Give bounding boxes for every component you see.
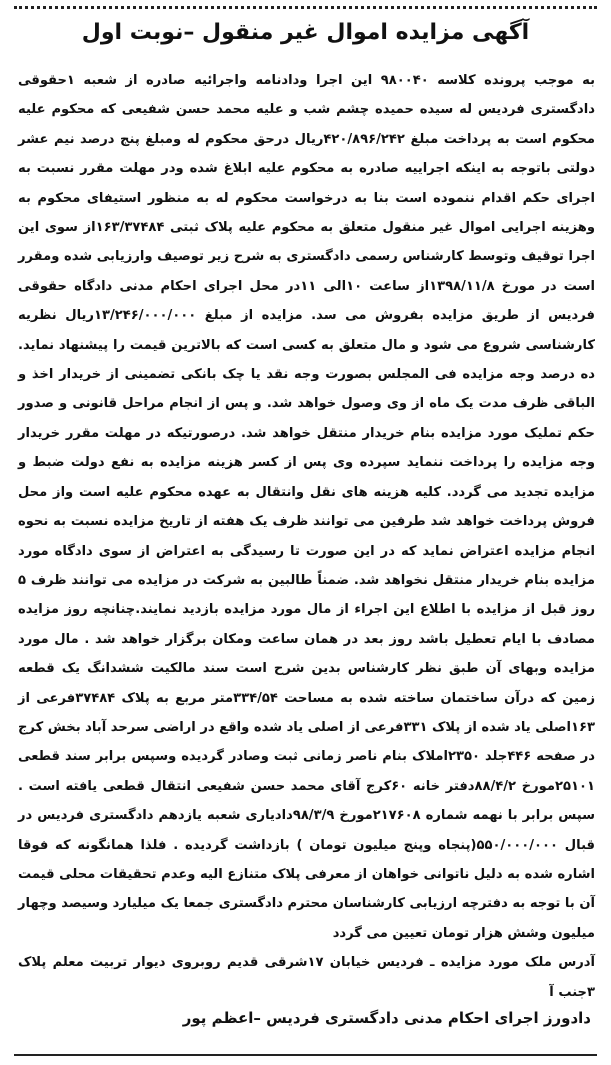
notice-paragraph: به موجب پرونده کلاسه ۹۸۰۰۴۰ این اجرا ودادنامه واجرائیه صادره از شعبه ۱حقوقی دادگستری فردیس له سیده حمیده چشم شب و علیه محمد حسن شفیعی که محکوم علیه محکوم است به پرداخت مبلغ ۴۲۰/۸۹۶/۲۴۲ریال درحق محکوم له ومبلغ پنج درصد نیم عشر دولتی باتوجه به اینکه اجراییه صادره به محکوم علیه ابلاغ شده ودر مهلت مقرر نسبت به اجرای حکم اقدام ننموده است بنا به درخواست محکوم له به منظور استیفای محکوم به وهزینه اجرایی اموال غیر منقول متعلق به محکوم علیه پلاک ثبتی ۱۶۳/۳۷۴۸۴از سوی این اجرا توقیف وتوسط کارشناس رسمی دادگستری به شرح زیر توصیف وارزیابی شده ومقرر است در مورخ ۱۳۹۸/۱۱/۸از ساعت ۱۰الی ۱۱در محل اجرای احکام مدنی دادگاه حقوقی فردیس از طریق مزایده بفروش می سد. مزایده از مبلغ ۱۳/۲۴۶/۰۰۰/۰۰۰ریال نظریه کارشناسی شروع می شود و مال متعلق به کسی است که بالاترین قیمت را پیشنهاد نماید. ده درصد وجه مزایده فی المجلس بصورت وجه نقد یا چک بانکی تضمینی از خریدار اخذ و الباقی ظرف مدت یک ماه از وی وصول خواهد شد. و پس از انجام مراحل قانونی و صدور حکم تملیک مورد مزایده بنام خریدار منتقل خواهد شد. درصورتیکه در مهلت مقرر خریدار وجه مزایده را پرداخت ننماید سپرده وی پس از کسر هزینه مزایده به نفع دولت ضبط و مزایده تجدید می گردد. کلیه هزینه های نقل وانتقال به عهده محکوم علیه است واز محل فروش پرداخت خواهد شد طرفین می توانند ظرف یک هفته از تاریخ مزایده نسبت به نحوه انجام مزایده اعتراض نماید که در این صورت تا رسیدگی به اعتراض از سوی دادگاه مورد مزایده بنام خریدار منتقل نخواهد شد. ضمناً طالبین به شرکت در مزایده می توانند ظرف ۵ روز قبل از مزایده با اطلاع این اجراء از مال مورد مزایده بازدید نمایند.چنانچه روز مزایده مصادف با ایام تعطیل باشد روز بعد در همان ساعت ومکان برگزار خواهد شد . مال مورد مزایده وبهای آن طبق نظر کارشناس بدین شرح است سند مالکیت ششدانگ یک قطعه زمین که درآن ساختمان ساخته شده به مساحت ۳۳۴/۵۴متر مربع به پلاک ۳۷۴۸۴فرعی از ۱۶۳اصلی یاد شده از پلاک ۳۳۱فرعی از اصلی یاد شده واقع در اراضی سرحد آباد بخش کرج در صفحه ۴۴۶جلد ۲۳۵۰املاک بنام ناصر زمانی ثبت وصادر گردیده وسپس برابر سند قطعی ۲۵۱۰۱مورخ ۸۸/۴/۲دفتر خانه ۶۰کرج آقای محمد حسن شفیعی انتقال قطعی یافته است . سپس برابر با نهمه شماره ۲۱۷۶۰۸مورخ ۹۸/۳/۹دادیاری شعبه یازدهم دادگستری فردیس در قبال ۵۵۰/۰۰۰/۰۰۰(پنجاه وپنج میلیون تومان ) بازداشت گردیده . فلذا همانگونه که فوقا اشاره شده به دلیل ناتوانی خواهان از معرفی پلاک متنازع الیه وعدم تحقیقات محلی قیمت آن با توجه به دفترچه ارزیابی کارشناسان محترم دادگستری جمعا یک میلیارد وسیصد وچهار میلیون وشش هزار تومان تعیین می گردد — [18, 73, 595, 941]
notice-frame — [14, 6, 597, 1056]
notice-title: آگهی مزایده اموال غیر منقول –نوبت اول — [81, 20, 530, 45]
notice-body — [18, 66, 595, 1007]
bottom-divider — [14, 1054, 597, 1056]
officer-signature: دادورز اجرای احکام مدنی دادگستری فردیس –اعظم پور — [182, 1009, 591, 1027]
top-divider — [14, 6, 597, 9]
property-address: آدرس ملک مورد مزایده ـ فردیس خیابان ۱۷شرقی قدیم روبروی دیوار تربیت معلم پلاک ۳جنب آ — [18, 955, 596, 1000]
